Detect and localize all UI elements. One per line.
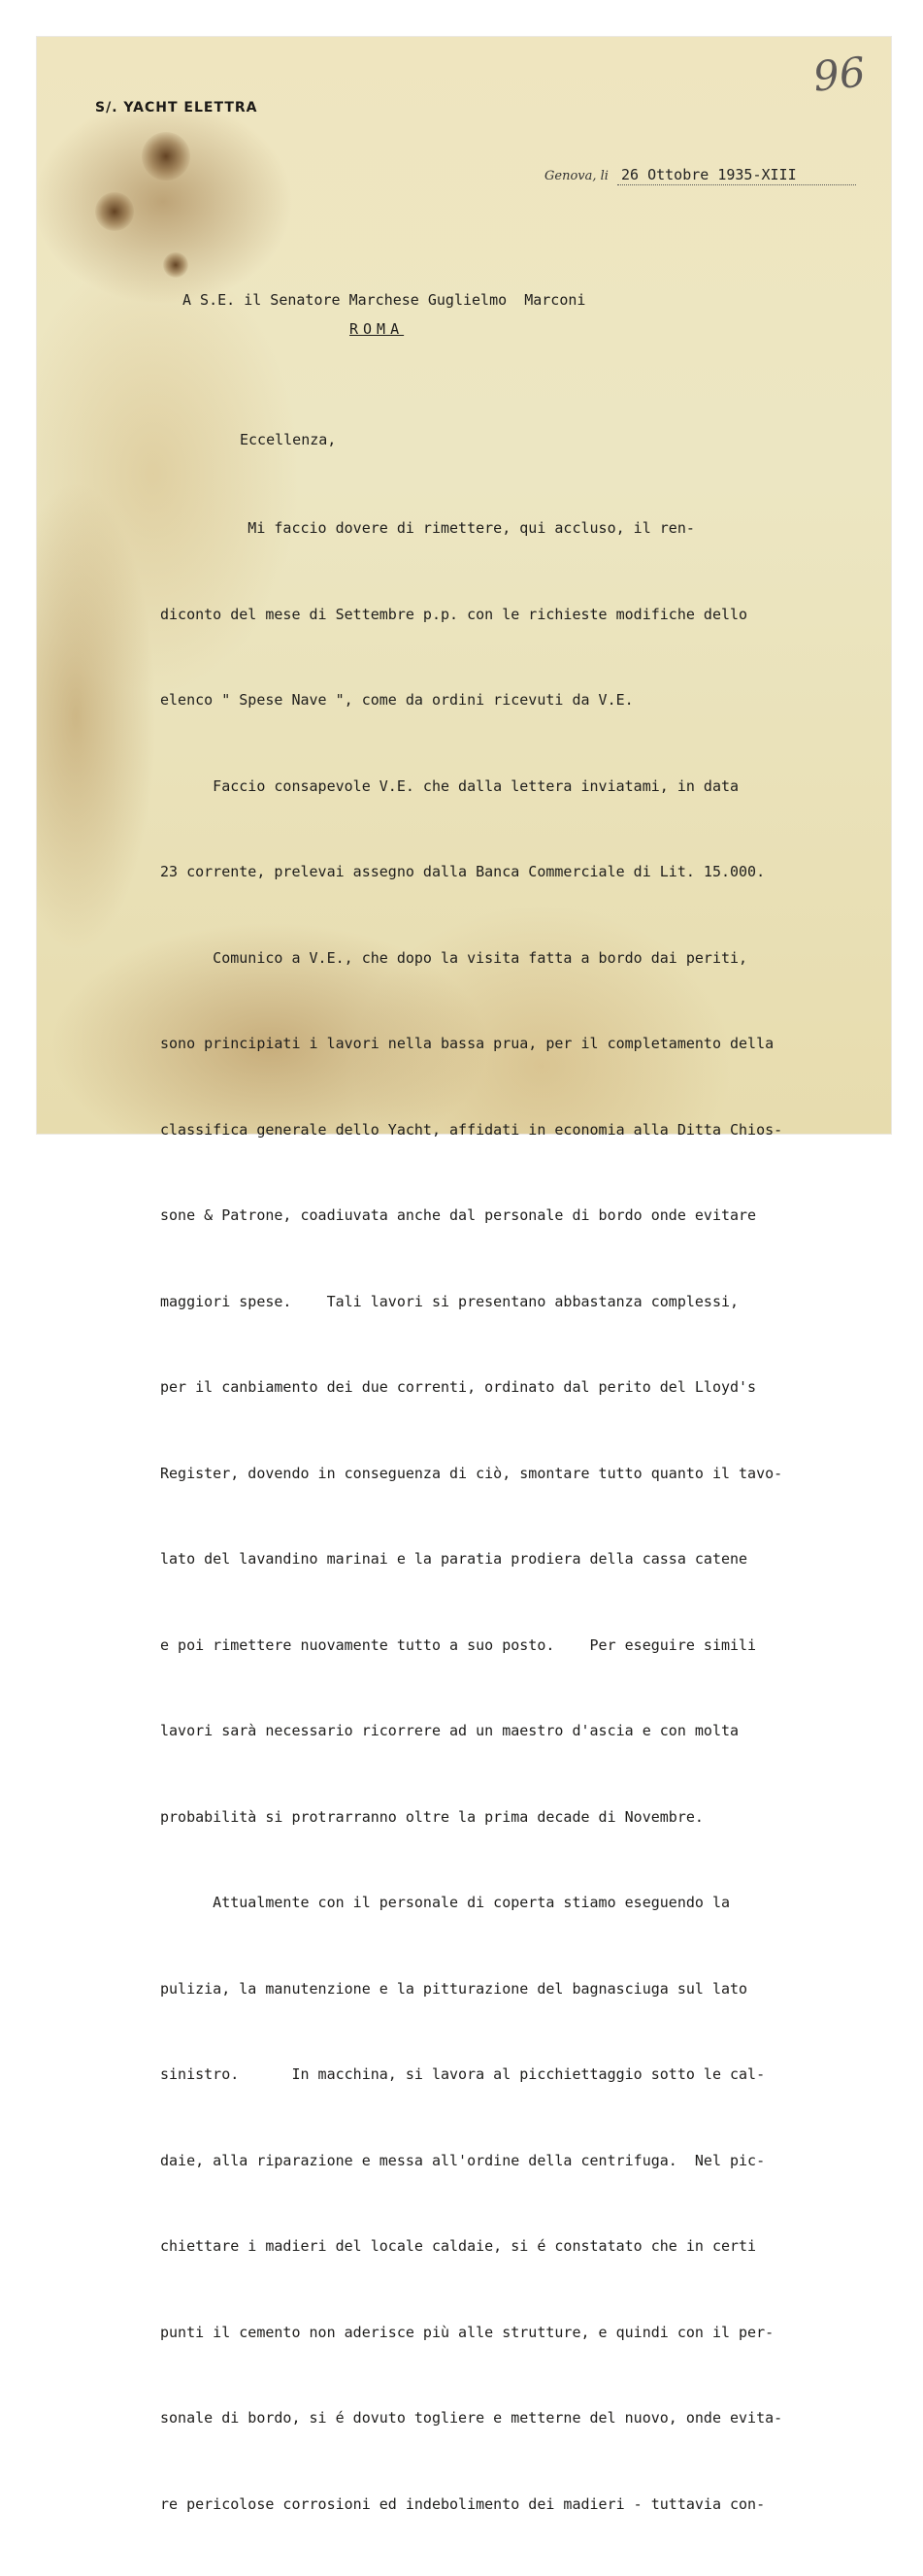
recipient: A S.E. il Senatore Marchese Guglielmo Marconi [182, 291, 586, 309]
body-line: Faccio consapevole V.E. che dalla lettera inviatami, in data [160, 776, 740, 795]
body-line: Mi faccio dovere di rimettere, qui accluso, il ren- [160, 519, 695, 537]
body-line: re pericolose corrosioni ed indebolimento dei madieri - tuttavia con- [160, 2494, 766, 2513]
dateline [544, 166, 855, 185]
body-line: sinistro. In macchina, si lavora al picchiettaggio sotto le cal- [160, 2065, 766, 2083]
letter-sheet [37, 37, 891, 2513]
letterhead: S/. YACHT ELETTRA [95, 100, 258, 116]
dateline-place: Genova, li [544, 169, 609, 183]
body-line: e poi rimettere nuovamente tutto a suo posto. Per eseguire simili [160, 1635, 757, 1654]
body-line: diconto del mese di Settembre p.p. con le richieste modifiche dello [160, 605, 748, 623]
body-line: punti il cemento non aderisce più alle strutture, e quindi con il per- [160, 2323, 775, 2341]
body-line: lavori sarà necessario ricorrere ad un maestro d'ascia e con molta [160, 1722, 740, 1739]
body-line: 23 corrente, prelevai assegno dalla Banca Commerciale di Lit. 15.000. [160, 863, 766, 880]
body-line: Register, dovendo in conseguenza di ciò, smontare tutto quanto il tavo- [160, 1464, 783, 1482]
body-line: chiettare i madieri del locale caldaie, si é constatato che in certi [160, 2237, 757, 2255]
body-line: pulizia, la manutenzione e la pitturazione del bagnasciuga sul lato [160, 1979, 748, 1998]
letter-body [160, 457, 782, 2576]
salutation: Eccellenza, [240, 431, 337, 448]
stain-spot [95, 192, 134, 231]
body-line: sono principiati i lavori nella bassa prua, per il completamento della [160, 1035, 775, 1052]
body-line: Comunico a V.E., che dopo la visita fatta a bordo dai periti, [160, 948, 748, 967]
body-line: probabilità si protrarranno oltre la prima decade di Novembre. [160, 1807, 704, 1826]
body-line: Attualmente con il personale di coperta stiamo eseguendo la [160, 1894, 730, 1911]
body-line: maggiori spese. Tali lavori si presentano abbastanza complessi, [160, 1292, 740, 1310]
dateline-date: 26 Ottobre 1935-XIII [617, 166, 856, 185]
body-line: per il canbiamento dei due correnti, ordinato dal perito del Lloyd's [160, 1378, 757, 1396]
body-line: elenco " Spese Nave ", come da ordini ricevuti da V.E. [160, 691, 634, 709]
stain-spot [142, 132, 190, 181]
recipient-city: ROMA [349, 320, 405, 338]
stain-spot [163, 252, 188, 278]
body-line: lato del lavandino marinai e la paratia prodiera della cassa catene [160, 1550, 748, 1568]
page-number: 96 [810, 48, 868, 101]
body-line: classifica generale dello Yacht, affidati in economia alla Ditta Chios- [160, 1120, 783, 1139]
body-line: daie, alla riparazione e messa all'ordine della centrifuga. Nel pic- [160, 2151, 766, 2169]
body-line: sone & Patrone, coadiuvata anche dal personale di bordo onde evitare [160, 1206, 757, 1224]
body-line: sonale di bordo, si é dovuto togliere e metterne del nuovo, onde evita- [160, 2409, 783, 2427]
